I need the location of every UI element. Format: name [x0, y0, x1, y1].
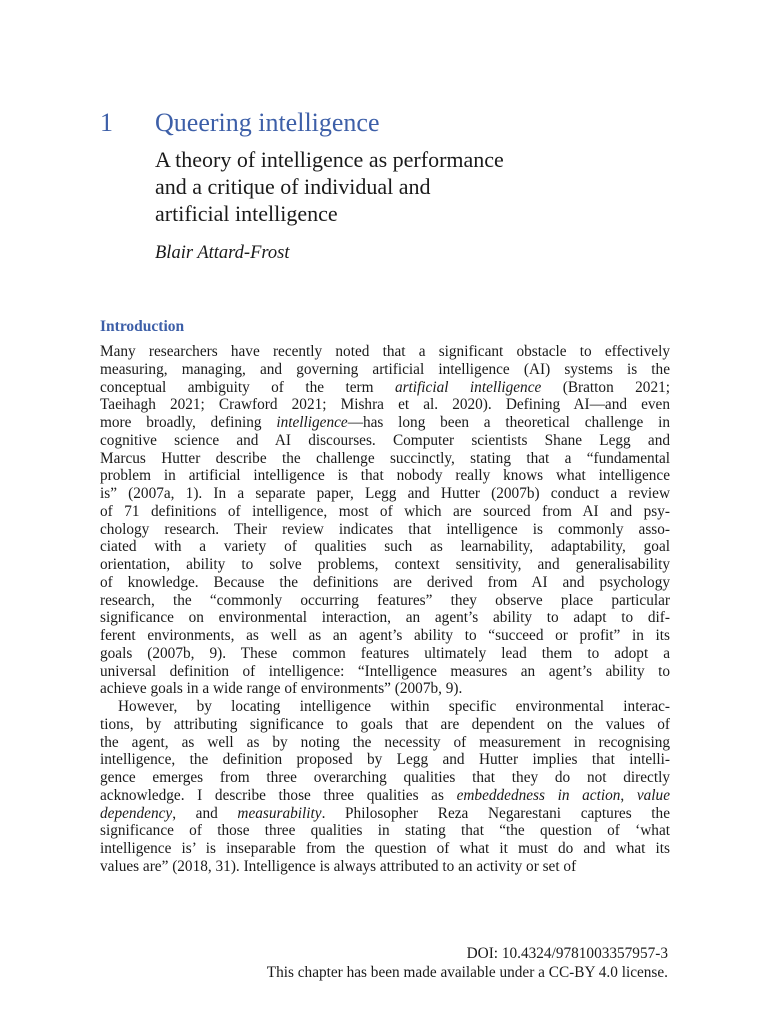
- chapter-title: Queering intelligence: [155, 108, 380, 137]
- author-name: Blair Attard-Frost: [155, 243, 290, 263]
- body-text: [100, 343, 670, 876]
- body-segment: intelligence is’ is inseparable from the question of what it must do and what its: [100, 840, 670, 857]
- body-emphasis: dependency: [100, 804, 173, 822]
- doi-text: DOI: 10.4324/9781003357957-3: [466, 945, 668, 962]
- body-line: [100, 822, 670, 840]
- body-line: [100, 680, 670, 698]
- body-segment: the agent, as well as by noting the necessity of measurement in recognising: [100, 733, 670, 751]
- body-segment: cognitive science and AI discourses. Computer scientists Shane Legg and: [100, 431, 670, 449]
- body-segment: However, by locating intelligence within specific environmental interac-: [118, 698, 670, 715]
- body-segment: problem in artificial intelligence is that nobody really knows what intelligence: [100, 467, 670, 485]
- body-line: [100, 840, 670, 858]
- body-line: [100, 361, 670, 379]
- body-line: [100, 521, 670, 539]
- body-line: [100, 556, 670, 574]
- body-line: [100, 858, 670, 876]
- body-segment: universal definition of intelligence: “Intelligence measures an agent’s ability to: [100, 662, 670, 680]
- body-segment: ferent environments, as well as an agent’s ability to “succeed or profit” in its: [100, 627, 670, 644]
- body-emphasis: measurability: [237, 804, 322, 822]
- body-line: [100, 592, 670, 610]
- body-line: [100, 467, 670, 485]
- body-line: [100, 751, 670, 769]
- body-line: [100, 734, 670, 752]
- body-segment: Many researchers have recently noted that a significant obstacle to effectively: [100, 343, 670, 360]
- body-segment: orientation, ability to solve problems, context sensitivity, and generalisability: [100, 556, 670, 573]
- body-segment: intelligence, the definition proposed by Legg and Hutter implies that intelli-: [100, 751, 670, 769]
- body-line: [100, 574, 670, 592]
- body-line: [100, 485, 670, 503]
- body-emphasis: embeddedness in action: [456, 786, 621, 804]
- body-line: [100, 609, 670, 627]
- body-segment: significance on environmental interaction, an agent’s ability to adapt to dif-: [100, 609, 670, 627]
- body-emphasis: artificial intelligence: [394, 378, 542, 396]
- body-line: [100, 716, 670, 734]
- body-emphasis: intelligence: [276, 414, 348, 431]
- body-segment: significance of those three qualities in stating that “the question of ‘what: [100, 822, 670, 840]
- body-segment: , and: [172, 804, 238, 822]
- chapter-subtitle-line: A theory of intelligence as performance: [155, 147, 504, 172]
- body-line: [100, 414, 670, 432]
- body-line: [100, 379, 670, 397]
- body-line: [100, 396, 670, 414]
- body-line: [100, 503, 670, 521]
- license-text: This chapter has been made available under a CC-BY 4.0 license.: [266, 964, 668, 981]
- chapter-subtitle-line: and a critique of individual and: [155, 174, 431, 199]
- body-segment: acknowledge. I describe those three qualities as: [100, 786, 457, 804]
- body-segment: Taeihagh 2021; Crawford 2021; Mishra et al. 2020). Defining AI—and even: [100, 396, 670, 414]
- body-line: [100, 698, 670, 716]
- body-segment: chology research. Their review indicates that intelligence is commonly asso-: [100, 520, 670, 538]
- body-line: [100, 432, 670, 450]
- chapter-number: 1: [100, 108, 113, 137]
- body-segment: tions, by attributing significance to goals that are dependent on the values of: [100, 715, 670, 733]
- body-segment: conceptual ambiguity of the term: [100, 378, 395, 396]
- body-segment: achieve goals in a wide range of environments” (2007b, 9).: [100, 680, 463, 698]
- body-line: [100, 787, 670, 805]
- body-line: [100, 769, 670, 787]
- body-segment: is” (2007a, 1). In a separate paper, Legg and Hutter (2007b) conduct a review: [100, 485, 670, 502]
- body-segment: of knowledge. Because the definitions are derived from AI and psychology: [100, 573, 670, 591]
- body-segment: more broadly, defining: [100, 414, 277, 431]
- body-segment: ,: [620, 786, 637, 804]
- body-segment: goals (2007b, 9). These common features ultimately lead them to adopt a: [100, 644, 670, 662]
- body-line: [100, 627, 670, 645]
- body-segment: —has long been a theoretical challenge in: [347, 414, 670, 431]
- body-segment: values are” (2018, 31). Intelligence is always attributed to an activity or set of: [100, 857, 577, 875]
- body-line: [100, 538, 670, 556]
- body-segment: gence emerges from three overarching qualities that they do not directly: [100, 769, 670, 786]
- body-line: [100, 663, 670, 681]
- body-segment: of 71 definitions of intelligence, most of which are sourced from AI and psy-: [100, 502, 670, 520]
- body-segment: Marcus Hutter describe the challenge succinctly, stating that a “fundamental: [100, 449, 670, 467]
- body-segment: research, the “commonly occurring features” they observe place particular: [100, 591, 670, 609]
- page-footer: [267, 944, 668, 982]
- chapter-subtitle: [155, 146, 635, 227]
- section-heading: Introduction: [100, 318, 185, 335]
- body-emphasis: value: [636, 786, 670, 804]
- body-line: [100, 645, 670, 663]
- body-segment: . Philosopher Reza Negarestani captures the: [321, 804, 670, 822]
- body-line: [100, 450, 670, 468]
- body-segment: measuring, managing, and governing artificial intelligence (AI) systems is the: [100, 360, 670, 378]
- body-line: [100, 805, 670, 823]
- chapter-subtitle-line: artificial intelligence: [155, 201, 338, 226]
- body-segment: (Bratton 2021;: [541, 378, 670, 396]
- body-segment: ciated with a variety of qualities such as learnability, adaptability, goal: [100, 538, 670, 556]
- body-line: [100, 343, 670, 361]
